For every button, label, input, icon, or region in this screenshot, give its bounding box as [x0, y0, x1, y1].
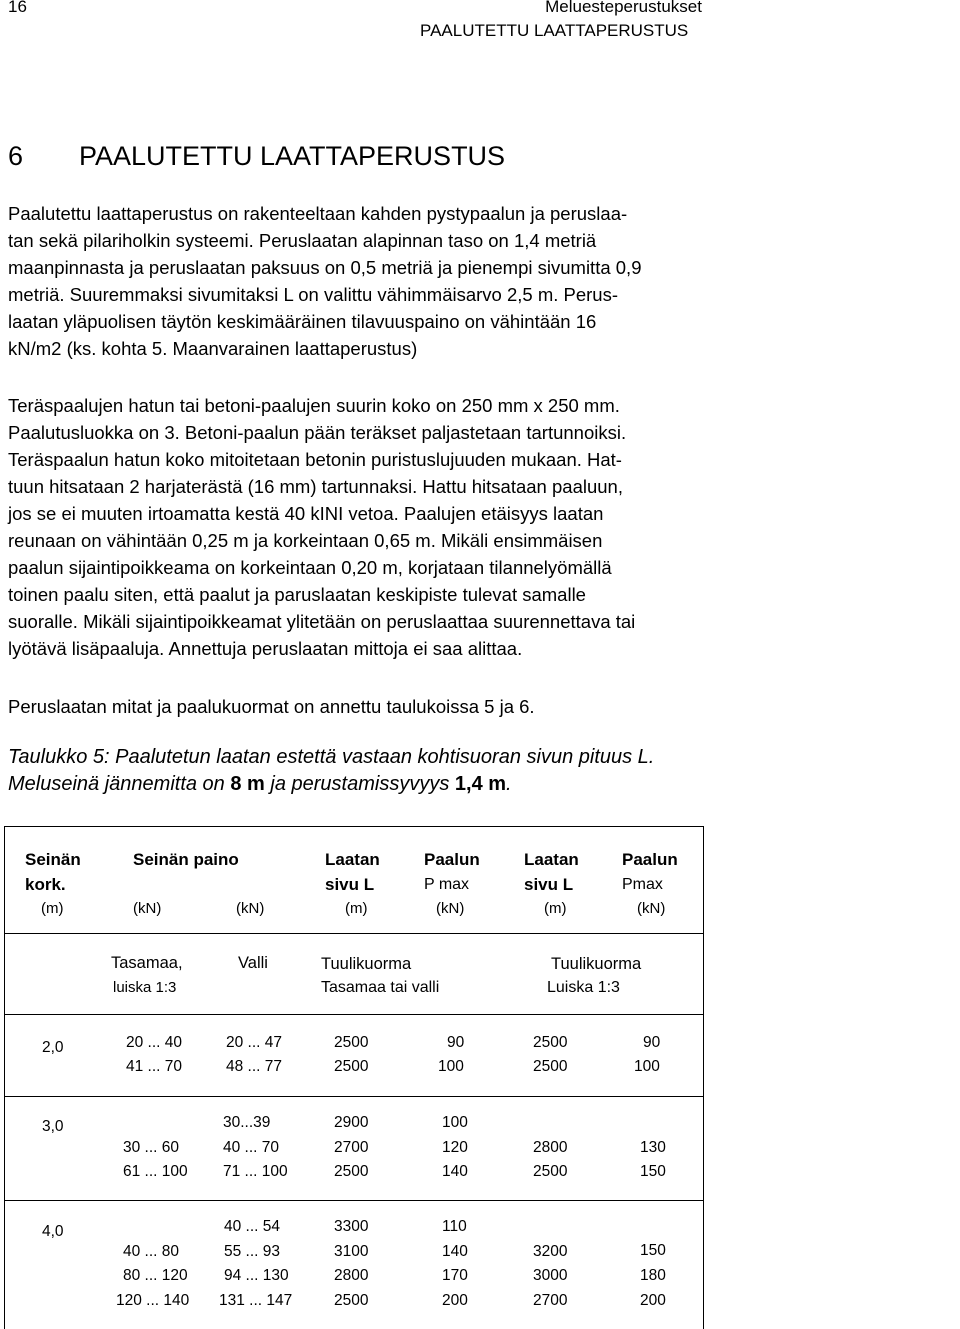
table-cell: 20 ... 47 [226, 1034, 283, 1051]
paragraph-line: Teräspaalun hatun koko mitoitetaan betonin puristuslujuuden mukaan. Hat- [8, 449, 622, 470]
table-cell: 130 [640, 1139, 666, 1156]
table-cell: 90 [447, 1034, 465, 1051]
table-caption-line-2 [8, 773, 512, 796]
paragraph-line: kN/m2 (ks. kohta 5. Maanvarainen laattaperustus) [8, 338, 418, 359]
table-cell: 30 ... 60 [123, 1139, 180, 1156]
paragraph-line: lyötävä lisäpaaluja. Annettuja peruslaatan mittoja ei saa alittaa. [8, 638, 523, 659]
header-cell: Laatan [325, 850, 380, 869]
subheader-cell: Tuulikuorma [551, 955, 642, 973]
header-unit: (kN) [236, 900, 265, 917]
table-cell: 2500 [533, 1163, 568, 1180]
header-unit: (m) [544, 900, 567, 917]
header-cell: Paalun [622, 850, 678, 869]
header-cell: Seinän paino [133, 850, 239, 869]
table-cell: 2800 [533, 1139, 568, 1156]
table-cell: 40 ... 70 [223, 1139, 280, 1156]
table-cell: 40 ... 54 [224, 1218, 281, 1235]
table-cell: 110 [442, 1218, 467, 1235]
caption-text: Meluseinä jännemitta on [8, 773, 231, 795]
row-height-cell: 2,0 [42, 1039, 64, 1056]
header-unit: (m) [345, 900, 368, 917]
section-header: PAALUTETTU LAATTAPERUSTUS [420, 21, 689, 40]
subheader-cell: luiska 1:3 [113, 979, 177, 996]
paragraph-3: Peruslaatan mitat ja paalukuormat on annettu taulukoissa 5 ja 6. [8, 696, 535, 717]
table-cell: 170 [442, 1267, 468, 1284]
table-divider [4, 1096, 704, 1097]
header-cell: Pmax [622, 876, 663, 893]
header-cell: Seinän [25, 850, 81, 869]
table-cell: 2900 [334, 1114, 369, 1131]
table-cell: 80 ... 120 [123, 1267, 188, 1284]
table-cell: 2700 [334, 1139, 369, 1156]
table-cell: 90 [643, 1034, 661, 1051]
table-cell: 2500 [334, 1163, 369, 1180]
row-height-cell: 4,0 [42, 1223, 64, 1240]
subheader-cell: Luiska 1:3 [547, 979, 620, 996]
table-cell: 100 [438, 1058, 464, 1075]
table-cell: 55 ... 93 [224, 1243, 281, 1260]
page-number: 16 [8, 0, 27, 16]
subheader-cell: Valli [238, 954, 268, 972]
table-cell: 2500 [334, 1058, 369, 1075]
table-cell: 41 ... 70 [126, 1058, 183, 1075]
heading-title: PAALUTETTU LAATTAPERUSTUS [79, 141, 506, 171]
table-cell: 140 [442, 1243, 468, 1260]
caption-depth-value: 1,4 m [454, 773, 507, 795]
table-cell: 180 [640, 1267, 666, 1284]
paragraph-line: Paalutusluokka on 3. Betoni-paalun pään teräkset paljastetaan tartunnoiksi. [8, 422, 627, 443]
header-unit: (kN) [436, 900, 465, 917]
table-cell: 3200 [533, 1243, 568, 1260]
paragraph-1 [8, 200, 708, 370]
table-cell: 200 [640, 1292, 666, 1309]
table-cell: 2500 [334, 1034, 369, 1051]
table-cell: 94 ... 130 [224, 1267, 289, 1284]
paragraph-line: tan sekä pilariholkin systeemi. Peruslaatan alapinnan taso on 1,4 metriä [8, 230, 597, 251]
table-cell: 200 [442, 1292, 468, 1309]
table-cell: 71 ... 100 [223, 1163, 288, 1180]
header-unit: (kN) [637, 900, 666, 917]
row-height-cell: 3,0 [42, 1118, 64, 1135]
caption-text: ja perustamissyvyys [264, 773, 455, 795]
subheader-cell: Tuulikuorma [321, 955, 412, 973]
paragraph-line: reunaan on vähintään 0,25 m ja korkeintaan 0,65 m. Mikäli ensimmäisen [8, 530, 603, 551]
table-cell: 61 ... 100 [123, 1163, 188, 1180]
header-unit: (m) [41, 900, 64, 917]
table-cell: 100 [442, 1114, 468, 1131]
header-cell: kork. [25, 875, 66, 894]
paragraph-2 [8, 392, 708, 672]
table-cell: 150 [640, 1163, 666, 1180]
paragraph-line: maanpinnasta ja peruslaatan paksuus on 0,5 metriä ja pienempi sivumitta 0,9 [8, 257, 642, 278]
table-caption-line-1: Taulukko 5: Paalutetun laatan estettä vastaan kohtisuoran sivun pituus L. [8, 746, 655, 768]
table-divider [4, 1014, 704, 1015]
caption-span-value: 8 m [230, 773, 265, 795]
paragraph-line: metriä. Suuremmaksi sivumitaksi L on valittu vähimmäisarvo 2,5 m. Perus- [8, 284, 619, 305]
subheader-cell: Tasamaa tai valli [321, 979, 440, 996]
paragraph-line: Teräspaalujen hatun tai betoni-paalujen suurin koko on 250 mm x 250 mm. [8, 395, 620, 416]
table-cell: 40 ... 80 [123, 1243, 180, 1260]
table-cell: 140 [442, 1163, 468, 1180]
subheader-cell: Tasamaa, [111, 954, 183, 972]
table-cell: 3000 [533, 1267, 568, 1284]
table-cell: 131 ... 147 [219, 1292, 293, 1309]
table-cell: 100 [634, 1058, 660, 1075]
table-cell: 48 ... 77 [226, 1058, 283, 1075]
table-cell: 20 ... 40 [126, 1034, 183, 1051]
paragraph-line: toinen paalu siten, että paalut ja paruslaatan keskipiste tulevat samalle [8, 584, 586, 605]
document-title: Meluesteperustukset [545, 0, 702, 16]
paragraph-line: Paalutettu laattaperustus on rakenteeltaan kahden pystypaalun ja peruslaa- [8, 203, 628, 224]
paragraph-line: jos se ei muuten irtoamatta kestä 40 kINI vetoa. Paalujen etäisyys laatan [8, 503, 604, 524]
header-cell: sivu L [325, 875, 375, 894]
paragraph-line: laatan yläpuolisen täytön keskimääräinen tilavuuspaino on vähintään 16 [8, 311, 597, 332]
caption-text: . [506, 773, 512, 795]
table-cell: 3300 [334, 1218, 369, 1235]
table-cell: 2500 [533, 1058, 568, 1075]
table-cell: 2800 [334, 1267, 369, 1284]
header-cell: Paalun [424, 850, 480, 869]
header-cell: sivu L [524, 875, 574, 894]
table-cell: 150 [640, 1242, 666, 1259]
header-cell: Laatan [524, 850, 579, 869]
table-cell: 120 ... 140 [116, 1292, 190, 1309]
table-cell: 2500 [533, 1034, 568, 1051]
paragraph-line: tuun hitsataan 2 harjaterästä (16 mm) tartunnaksi. Hattu hitsataan paaluun, [8, 476, 623, 497]
header-cell: P max [424, 876, 470, 893]
paragraph-line: suoralle. Mikäli sijaintipoikkeamat ylitetään on peruslaattaa suurennettava tai [8, 611, 636, 632]
paragraph-line: paalun sijaintipoikkeama on korkeintaan 0,20 m, korjataan tilannelyömällä [8, 557, 612, 578]
table-cell: 3100 [334, 1243, 369, 1260]
table-divider [4, 933, 704, 934]
header-unit: (kN) [133, 900, 162, 917]
table-cell: 120 [442, 1139, 468, 1156]
table-cell: 2700 [533, 1292, 568, 1309]
table-divider [4, 1200, 704, 1201]
table-cell: 2500 [334, 1292, 369, 1309]
table-cell: 30...39 [223, 1114, 271, 1131]
heading-number: 6 [8, 141, 24, 171]
